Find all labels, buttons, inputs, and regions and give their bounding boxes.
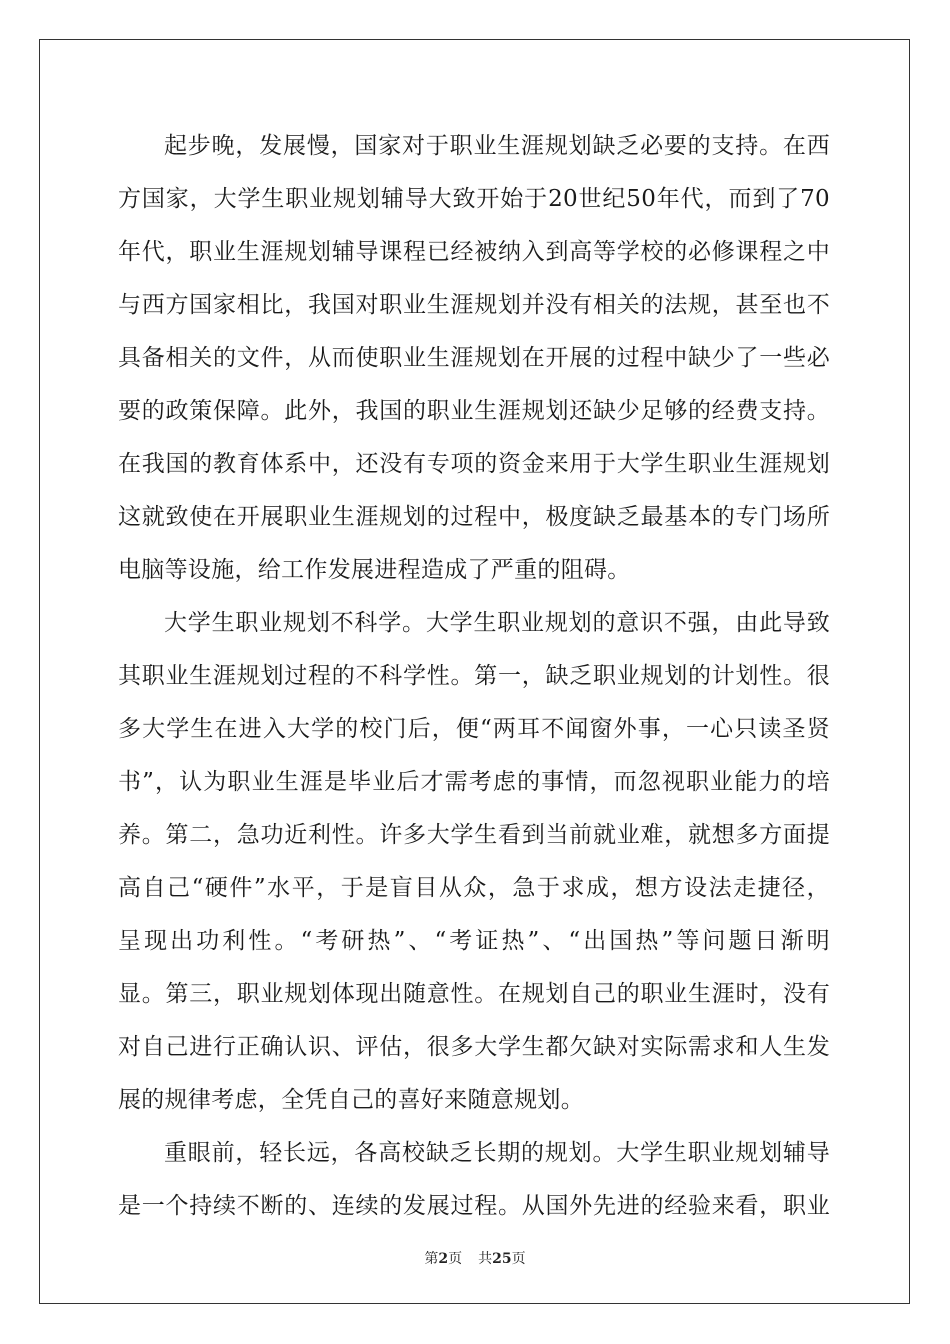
paragraph-line: 电脑等设施，给工作发展进程造成了严重的阻碍。 bbox=[118, 557, 631, 583]
paragraph-line: 书”，认为职业生涯是毕业后才需考虑的事情，而忽视职业能力的培 bbox=[118, 769, 830, 795]
paragraph-line: 起步晚，发展慢，国家对于职业生涯规划缺乏必要的支持。在西 bbox=[164, 133, 830, 159]
paragraph-line: 这就致使在开展职业生涯规划的过程中，极度缺乏最基本的专门场所 bbox=[118, 504, 830, 530]
total-pages: 25 bbox=[492, 1251, 512, 1267]
page-suffix: 页 bbox=[448, 1251, 463, 1267]
paragraph-line: 要的政策保障。此外，我国的职业生涯规划还缺少足够的经费支持。 bbox=[118, 398, 830, 424]
paragraph-line: 方国家，大学生职业规划辅导大致开始于20世纪50年代，而到了70 bbox=[118, 186, 830, 212]
total-prefix: 共 bbox=[478, 1251, 493, 1267]
page-footer bbox=[0, 1248, 950, 1268]
paragraph-line: 大学生职业规划不科学。大学生职业规划的意识不强，由此导致 bbox=[164, 610, 830, 636]
page-prefix: 第 bbox=[424, 1251, 439, 1267]
paragraph-line: 展的规律考虑，全凭自己的喜好来随意规划。 bbox=[118, 1087, 584, 1113]
paragraph-line: 呈现出功利性。“考研热”、“考证热”、“出国热”等问题日渐明 bbox=[118, 928, 830, 954]
paragraph-line: 年代，职业生涯规划辅导课程已经被纳入到高等学校的必修课程之中 bbox=[118, 239, 830, 265]
paragraph-line: 多大学生在进入大学的校门后，便“两耳不闻窗外事，一心只读圣贤 bbox=[118, 716, 830, 742]
paragraph-line: 对自己进行正确认识、评估，很多大学生都欠缺对实际需求和人生发 bbox=[118, 1034, 830, 1060]
total-suffix: 页 bbox=[511, 1251, 526, 1267]
paragraph-line: 具备相关的文件，从而使职业生涯规划在开展的过程中缺少了一些必 bbox=[118, 345, 830, 371]
paragraph-line: 其职业生涯规划过程的不科学性。第一，缺乏职业规划的计划性。很 bbox=[118, 663, 830, 689]
paragraph-line: 在我国的教育体系中，还没有专项的资金来用于大学生职业生涯规划 bbox=[118, 451, 830, 477]
page-number: 2 bbox=[438, 1251, 449, 1267]
paragraph-line: 显。第三，职业规划体现出随意性。在规划自己的职业生涯时，没有 bbox=[118, 981, 830, 1007]
paragraph-line: 高自己“硬件”水平，于是盲目从众，急于求成，想方设法走捷径， bbox=[118, 875, 830, 901]
paragraph-line: 是一个持续不断的、连续的发展过程。从国外先进的经验来看，职业 bbox=[118, 1193, 830, 1219]
paragraph-line: 重眼前，轻长远，各高校缺乏长期的规划。大学生职业规划辅导 bbox=[164, 1140, 830, 1166]
paragraph-line: 养。第二，急功近利性。许多大学生看到当前就业难，就想多方面提 bbox=[118, 822, 830, 848]
paragraph-line: 与西方国家相比，我国对职业生涯规划并没有相关的法规，甚至也不 bbox=[118, 292, 830, 318]
